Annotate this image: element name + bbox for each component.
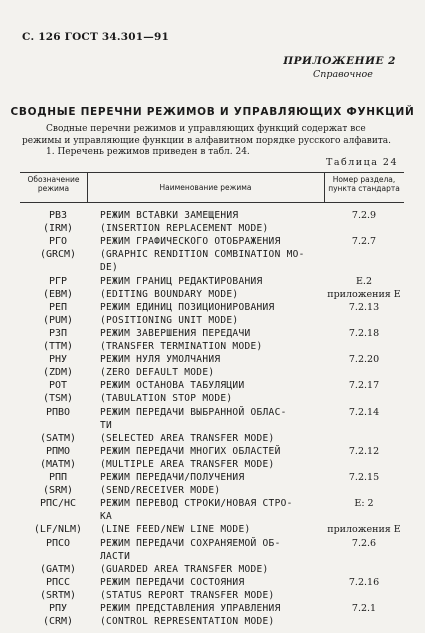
section-number: 7.2.15 — [348, 472, 380, 483]
table-row — [20, 614, 404, 629]
section-number: Е: 2 — [354, 498, 374, 510]
mode-code: (GRCM) — [39, 249, 77, 261]
mode-name: РЕЖИМ ПРЕДСТАВЛЕНИЯ УПРАВЛЕНИЯ — [100, 603, 281, 614]
mode-code: РПСО — [45, 537, 71, 549]
mode-name: ЛАСТИ — [100, 550, 131, 562]
section-number: 7.2.9 — [351, 210, 377, 221]
mode-code: РГР — [48, 275, 68, 287]
table-top-rule — [20, 172, 404, 173]
mode-code: (ZDM) — [42, 367, 74, 379]
mode-code: (SATM) — [39, 432, 77, 444]
section-number: 7.2.13 — [348, 301, 380, 313]
section-number: 7.2.18 — [348, 327, 380, 339]
mode-name: (SELECTED AREA TRANSFER MODE) — [100, 432, 275, 444]
mode-code: (SRM) — [42, 485, 74, 497]
mode-code: РПМО — [45, 445, 71, 457]
mode-code: РВЗ — [48, 210, 68, 221]
mode-code: (TSM) — [42, 393, 74, 405]
mode-name: КА — [100, 511, 113, 523]
mode-name: (LINE FEED/NEW LINE MODE) — [100, 524, 251, 536]
mode-name: (GUARDED AREA TRANSFER MODE) — [100, 563, 269, 575]
mode-name: РЕЖИМ НУЛЯ УМОЛЧАНИЯ — [100, 354, 221, 366]
mode-code: РПУ — [48, 603, 68, 614]
intro-paragraph-2: 1. Перечень режимов приведен в табл. 24. — [46, 147, 250, 157]
mode-name: (STATUS REPORT TRANSFER MODE) — [100, 589, 275, 601]
mode-code: РПП — [48, 472, 68, 483]
mode-name: (ZERO DEFAULT MODE) — [100, 367, 215, 379]
section-number: приложения Е — [327, 524, 401, 536]
mode-name: РЕЖИМ ПЕРЕДАЧИ СОХРАНЯЕМОЙ ОБ- — [100, 537, 281, 549]
section-number: 7.2.20 — [348, 354, 380, 366]
mode-name: РЕЖИМ ГРАФИЧЕСКОГО ОТОБРАЖЕНИЯ — [100, 236, 281, 248]
header-name: Наименование режима — [159, 183, 252, 192]
mode-name: РЕЖИМ ПЕРЕДАЧИ/ПОЛУЧЕНИЯ — [100, 472, 245, 483]
mode-name: (CONTROL REPRESENTATION MODE) — [100, 616, 275, 628]
header-section: Номер раздела, пункта стандарта — [328, 175, 400, 193]
mode-name: (EDITING BOUNDARY MODE) — [100, 288, 239, 300]
appendix-subtitle: Справочное — [313, 69, 373, 80]
mode-code: (LF/NLM) — [33, 524, 83, 536]
mode-code: (TTM) — [42, 341, 74, 352]
mode-name: (TRANSFER TERMINATION MODE) — [100, 341, 263, 352]
mode-code: (CRM) — [42, 616, 74, 628]
mode-code: (IRM) — [42, 223, 74, 235]
mode-name: (SEND/RECEIVER MODE) — [100, 485, 221, 497]
mode-code: (SRTM) — [39, 589, 77, 601]
mode-name: (MULTIPLE AREA TRANSFER MODE) — [100, 458, 275, 470]
mode-code: (EBM) — [42, 288, 74, 300]
section-number: 7.2.12 — [348, 445, 380, 457]
page-header: С. 126 ГОСТ 34.301—91 — [22, 31, 169, 43]
mode-code: РПСС — [45, 576, 71, 588]
section-number: 7.2.14 — [348, 406, 380, 418]
section-number: 7.2.7 — [351, 236, 377, 248]
mode-name: ТИ — [100, 419, 113, 431]
mode-name: РЕЖИМ ПЕРЕДАЧИ СОСТОЯНИЯ — [100, 576, 245, 588]
mode-code: (PUM) — [42, 314, 74, 326]
modes-table — [20, 172, 404, 628]
mode-code: РЕП — [48, 301, 68, 313]
mode-code: РНУ — [48, 354, 68, 366]
header-code: Обозначение режима — [27, 175, 80, 193]
section-number: 7.2.17 — [348, 380, 380, 392]
mode-name: РЕЖИМ ПЕРЕВОД СТРОКИ/НОВАЯ СТРО- — [100, 498, 293, 510]
mode-code: РОТ — [48, 380, 68, 392]
mode-name: РЕЖИМ ЕДИНИЦ ПОЗИЦИОНИРОВАНИЯ — [100, 301, 275, 313]
mode-name: РЕЖИМ ЗАВЕРШЕНИЯ ПЕРЕДАЧИ — [100, 327, 251, 339]
mode-code: (GATM) — [39, 563, 77, 575]
appendix-title: ПРИЛОЖЕНИЕ 2 — [283, 55, 396, 67]
mode-code: (MATM) — [39, 458, 77, 470]
mode-name: (INSERTION REPLACEMENT MODE) — [100, 223, 269, 235]
mode-code: РГО — [48, 236, 68, 248]
mode-name: РЕЖИМ ГРАНИЦ РЕДАКТИРОВАНИЯ — [100, 275, 263, 287]
mode-name: (TABULATION STOP MODE) — [100, 393, 233, 405]
mode-name: РЕЖИМ ПЕРЕДАЧИ ВЫБРАННОЙ ОБЛАС- — [100, 406, 287, 418]
section-number: 7.2.1 — [351, 603, 377, 614]
mode-name: (POSITIONING UNIT MODE) — [100, 314, 239, 326]
mode-name: РЕЖИМ ПЕРЕДАЧИ МНОГИХ ОБЛАСТЕЙ — [100, 445, 281, 457]
intro-paragraph-1: Сводные перечни режимов и управляющих функций содержат все режимы и управляющие функции в алфавитном порядке русского алфавита. — [22, 124, 392, 146]
intro-text — [22, 124, 402, 159]
mode-name: DE) — [100, 262, 119, 274]
section-number: 7.2.6 — [351, 537, 377, 549]
mode-code: РПС/НС — [39, 498, 77, 510]
table-label: Таблица 24 — [326, 157, 398, 168]
mode-name: РЕЖИМ ОСТАНОВА ТАБУЛЯЦИИ — [100, 380, 245, 392]
section-title: СВОДНЫЕ ПЕРЕЧНИ РЕЖИМОВ И УПРАВЛЯЮЩИХ ФУНКЦИЙ — [10, 106, 415, 118]
section-number: 7.2.16 — [348, 576, 380, 588]
section-number: Е.2 — [356, 275, 372, 287]
mode-name: РЕЖИМ ВСТАВКИ ЗАМЕЩЕНИЯ — [100, 210, 239, 221]
mode-code: РЗП — [48, 327, 68, 339]
section-number: приложения Е — [327, 288, 401, 300]
table-header-rule — [20, 202, 404, 203]
mode-name: (GRAPHIC RENDITION COMBINATION MO- — [100, 249, 305, 261]
mode-code: РПВО — [45, 406, 71, 418]
